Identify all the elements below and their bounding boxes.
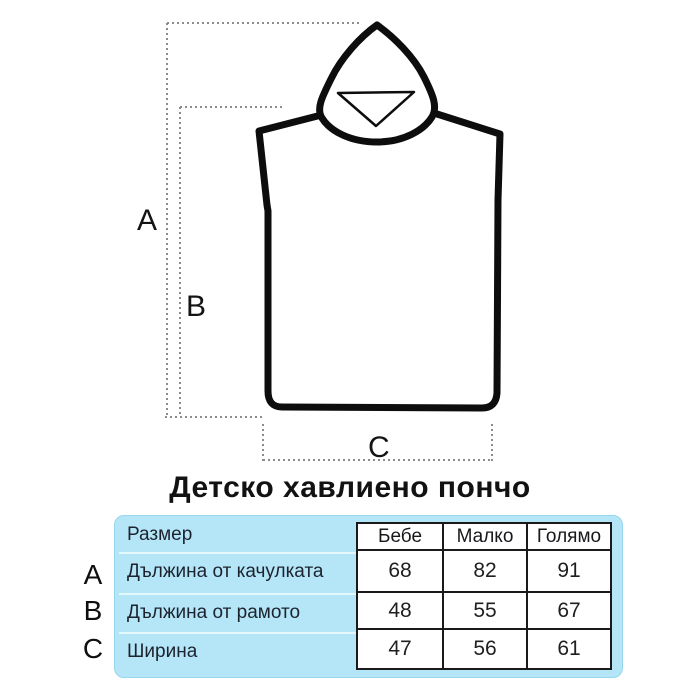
column-header-baby: Бебе (358, 524, 442, 549)
value-b-baby: 48 (358, 591, 442, 628)
value-c-baby: 47 (358, 628, 442, 668)
poncho-body-outline (259, 110, 500, 408)
size-header-label: Размер (127, 524, 193, 545)
value-c-large: 61 (526, 628, 610, 668)
row-label-width: Ширина (127, 641, 198, 662)
dim-label-c: C (368, 431, 390, 464)
value-c-small: 56 (442, 628, 526, 668)
measurement-table (356, 522, 612, 670)
row-separator (119, 632, 359, 634)
value-a-small: 82 (442, 549, 526, 591)
value-a-baby: 68 (358, 549, 442, 591)
row-separator (119, 552, 359, 554)
table-row-letter-b: B (83, 595, 103, 626)
table-row-letter-a: A (83, 559, 103, 590)
dim-label-a: A (137, 204, 158, 237)
row-label-length-from-hood: Дължина от качулката (127, 561, 324, 582)
value-b-large: 67 (526, 591, 610, 628)
row-label-length-from-shoulder: Дължина от рамото (127, 602, 301, 623)
dim-label-b: B (186, 290, 207, 323)
table-row-letter-c: C (82, 633, 104, 664)
row-separator (119, 593, 359, 595)
column-header-small: Малко (442, 524, 526, 549)
column-header-large: Голямо (526, 524, 610, 549)
value-a-large: 91 (526, 549, 610, 591)
product-title: Детско хавлиено пончо (169, 471, 531, 504)
value-b-small: 55 (442, 591, 526, 628)
